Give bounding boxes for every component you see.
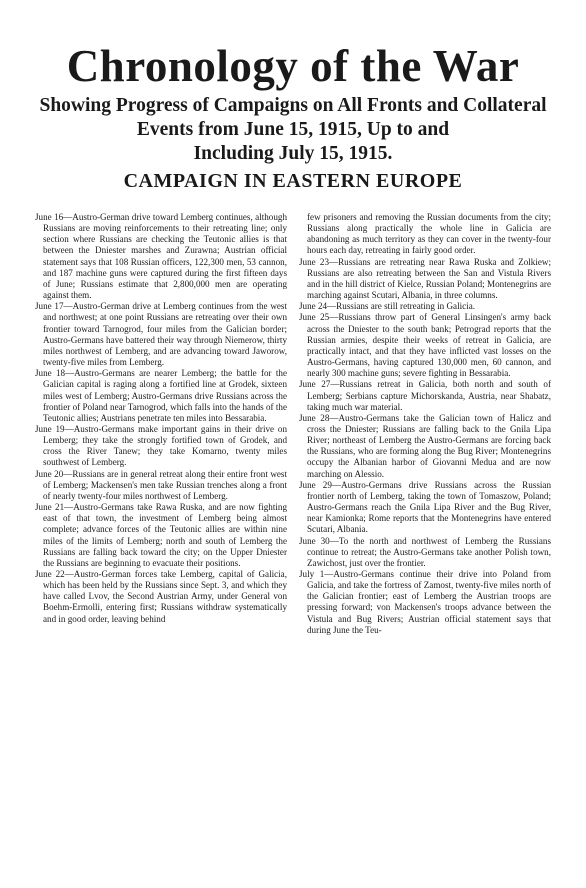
- left-column: [35, 212, 287, 625]
- chronology-entry: June 30—To the north and northwest of Lemberg the Russians continue to retreat; the Austro-Germans take another Polish town, Zawichost, just over the frontier.: [299, 535, 551, 568]
- chronology-entry: June 20—Russians are in general retreat along their entire front west of Lemberg; Mackensen's men take Russian trenches along a front of nearly twenty-four miles northwest of Lemberg.: [35, 468, 287, 501]
- chronology-entry: June 19—Austro-Germans make important gains in their drive on Lemberg; they take the strongly fortified town of Grodek, and cross the River Tanew; they take Komarno, twenty miles southwest of Lemberg.: [35, 423, 287, 468]
- subtitle-line: Showing Progress of Campaigns on All Fronts and Collateral: [39, 95, 547, 116]
- right-column: [299, 212, 551, 636]
- chronology-entry: June 29—Austro-Germans drive Russians across the Russian frontier north of Lemberg, taking the town of Tomaszow, Poland; Austro-Germans reach the Gnila Lipa River and the Bug River, near Kamionka; Rome reports that the Montenegrins have entered Scutari, Albania.: [299, 479, 551, 535]
- chronology-entry: June 16—Austro-German drive toward Lemberg continues, although Russians are moving reinforcements to their retreating line; only section where Russians are checking the Teutonic allies is that between the Dniester marshes and Zurawna; Austrian official statement says that 108 Russian officers, 122,300 men, 53 cannon, and 187 machine guns were captured during the first fifteen days of June; Russians estimate that 2,800,000 men are operating against them.: [35, 212, 287, 301]
- subtitle-line: Including July 15, 1915.: [193, 143, 393, 164]
- page-title: Chronology of the War: [66, 41, 520, 91]
- chronology-entry: June 18—Austro-Germans are nearer Lemberg; the battle for the Galician capital is raging along a fortified line at Grodek, sixteen miles west of Lemberg; Austro-Germans drive Russians across the frontier of Poland near Tarnogrod, which falls into the hands of the Teutonic allies; Austrians penetrate ten miles into Bessarabia.: [35, 368, 287, 423]
- chronology-entry-continuation: few prisoners and removing the Russian documents from the city; Russians along practically the whole line in Galicia are abandoning as much territory as they can cover in the twenty-four hours each day, retreating in fairly good order.: [307, 212, 551, 256]
- chronology-entry: June 25—Russians throw part of General Linsingen's army back across the Dniester to the south bank; Petrograd reports that the Russian armies, despite their weeks of retreat in Galicia, are practically intact, and that they have inflicted vast losses on the Austro-Germans, having captured 130,000 men, 60 cannon, and nearly 300 machine guns; severe fighting in Bessarabia.: [299, 312, 551, 379]
- chronology-entry: June 21—Austro-Germans take Rawa Ruska, and are now fighting east of that town, the investment of Lemberg being almost complete; advance forces of the Teutonic allies are within nine miles of the limits of Lemberg; north and south of Lemberg the Russians are falling back toward the city; on the Upper Dniester the Russians are beginning to evacuate their positions.: [35, 502, 287, 568]
- chronology-entry: July 1—Austro-Germans continue their drive into Poland from Galicia, and take the fortress of Zamost, twenty-five miles north of the Galician frontier; east of Lemberg the Austrian troops are pressing forward; von Mackensen's troops advance between the Vistula and Bug Rivers; Austrian official statement says that during June the Teu-: [299, 569, 551, 635]
- chronology-entry: June 27—Russians retreat in Galicia, both north and south of Lemberg; Serbians capture Michorskanda, Austria, near Shabatz, taking much war material.: [299, 379, 551, 412]
- chronology-entry: June 28—Austro-Germans take the Galician town of Halicz and cross the Dniester; Russians are falling back to the Gnila Lipa River; northeast of Lemberg the Austro-Germans are forcing back the Russians, who are forming along the Bug River; Montenegrins occupy the Albanian harbor of Giovanni Medua and are now marching on Alessio.: [299, 412, 551, 479]
- chronology-entry: June 24—Russians are still retreating in Galicia.: [299, 301, 476, 312]
- section-heading: CAMPAIGN IN EASTERN EUROPE: [123, 170, 463, 192]
- chronology-entry: June 17—Austro-German drive at Lemberg continues from the west and northwest; at one point Russians are retreating over their own frontier toward Tarnogrod, four miles from the Galician border; Austro-Germans have battered their way through Niemerow, thirty miles northwest of Lemberg, and are advancing toward Jaworow, twenty-five miles from Lemberg.: [35, 301, 287, 368]
- page-subtitle: [0, 94, 586, 166]
- chronology-entry: June 23—Russians are retreating near Rawa Ruska and Zolkiew; Russians are also retreating between the San and Vistula Rivers and in the hill district of Kielce, Russian Poland; Montenegrins are marching against Scutari, Albania, in three columns.: [299, 256, 551, 301]
- subtitle-line: Events from June 15, 1915, Up to and: [136, 119, 450, 140]
- chronology-entry: June 22—Austro-German forces take Lemberg, capital of Galicia, which has been held by the Russians since Sept. 3, and which they have called Lvov, the Second Austrian Army, under General von Boehm-Ermolli, entering first; Russians withdraw systematically and in good order, leaving behind: [35, 569, 287, 624]
